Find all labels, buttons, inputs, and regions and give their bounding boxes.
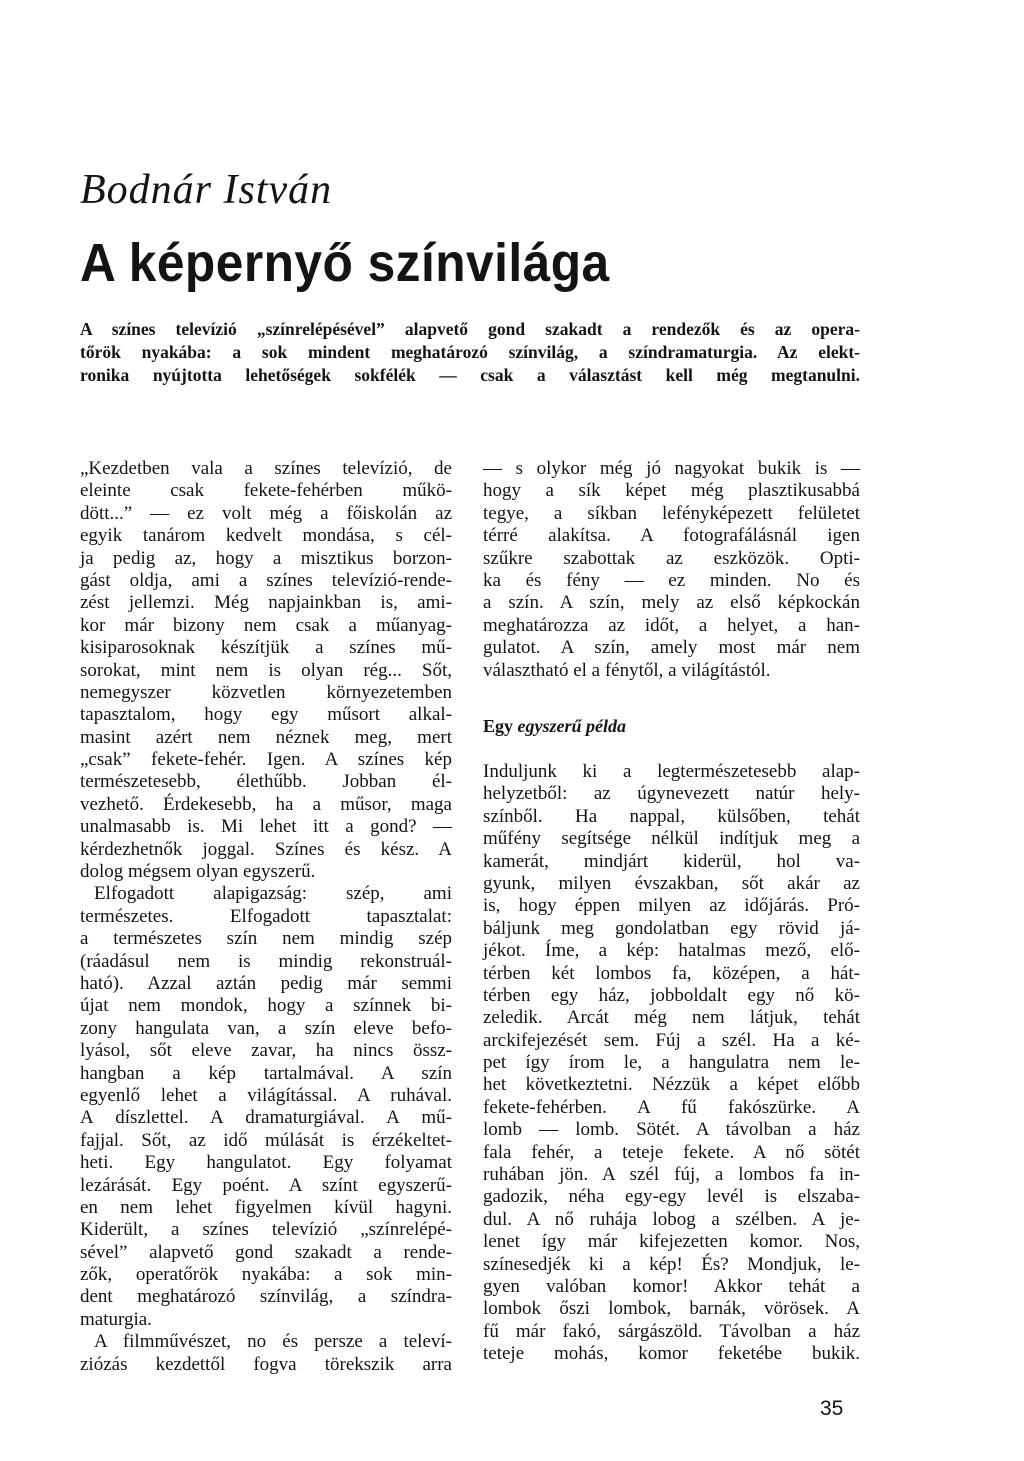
text-line: fajjal. Sőt, az idő múlását is érzékeltet- xyxy=(80,1129,452,1151)
text-line: (ráadásul nem is mindig rekonstruál- xyxy=(80,950,452,972)
text-line: gadozik, néha egy-egy levél is elszaba- xyxy=(483,1186,860,1208)
lead-paragraph xyxy=(80,318,860,387)
text-line: fekete-fehérben. A fű fakószürke. A xyxy=(483,1096,860,1118)
text-line: lyásol, sőt eleve zavar, ha nincs össz- xyxy=(80,1040,452,1062)
text-line: dolog mégsem olyan egyszerű. xyxy=(80,861,316,883)
page-number: 35 xyxy=(820,1397,844,1420)
text-line: tegye, a síkban lefényképezett felületet xyxy=(483,502,860,524)
text-line: zeledik. Arcát még nem látjuk, tehát xyxy=(483,1007,860,1029)
author-name: Bodnár István xyxy=(80,167,333,213)
text-line: egyenlő lehet a világítással. A ruhával. xyxy=(80,1084,452,1106)
text-line: térben egy ház, jobboldalt egy nő kö- xyxy=(483,984,860,1006)
text-line: ziózás kezdettől fogva törekszik arra xyxy=(80,1353,452,1375)
left-column xyxy=(80,458,452,1376)
text-line: maturgia. xyxy=(80,1308,152,1330)
lead-line: A színes televízió „színrelépésével” alapvető gond szakadt a rendezők és az opera- xyxy=(80,319,860,339)
text-line: dött...” — ez volt még a főiskolán az xyxy=(80,502,452,524)
text-line: fala fehér, a teteje fekete. A nő sötét xyxy=(483,1141,860,1163)
text-line: zést jellemzi. Még napjainkban is, ami- xyxy=(80,592,452,614)
text-line: en nem lehet figyelmen kívül hagyni. xyxy=(80,1196,452,1218)
text-line: masint azért nem néznek meg, mert xyxy=(80,726,452,748)
text-line: „Kezdetben vala a színes televízió, de xyxy=(80,458,452,479)
text-line: dul. A nő ruhája lobog a szélben. A je- xyxy=(483,1208,860,1230)
text-line: helyzetből: az úgynevezett natúr hely- xyxy=(483,783,860,805)
text-line: sorokat, mint nem is olyan rég... Sőt, xyxy=(80,659,452,681)
right-column-body xyxy=(483,761,860,1366)
text-line: újat nem mondok, hogy a színnek bi- xyxy=(80,995,452,1017)
text-line: eleinte csak fekete-fehérben műkö- xyxy=(80,480,452,502)
text-line: gyen valóban komor! Akkor tehát a xyxy=(483,1275,860,1297)
text-line: lombok őszi lombok, barnák, vörösek. A xyxy=(483,1298,860,1320)
text-line: hangban a kép tartalmával. A szín xyxy=(80,1062,452,1084)
text-line: unalmasabb is. Mi lehet itt a gond? — xyxy=(80,816,452,838)
text-line: gást oldja, ami a színes televízió-rende- xyxy=(80,569,452,591)
text-line: Induljunk ki a legtermészetesebb alap- xyxy=(483,761,860,782)
text-line: het következtetni. Nézzük a képet előbb xyxy=(483,1074,860,1096)
text-line: térré alakítsa. A fotografálásnál igen xyxy=(483,525,860,547)
text-line: ja pedig az, hogy a misztikus borzon- xyxy=(80,547,452,569)
text-line: választható el a fénytől, a világítástól. xyxy=(483,659,771,681)
text-line: szűkre szabottak az eszközök. Opti- xyxy=(483,547,860,569)
text-line: „csak” fekete-fehér. Igen. A színes kép xyxy=(80,749,452,771)
text-line: kamerát, mindjárt kiderül, hol va- xyxy=(483,850,860,872)
subheading-plain: Egy xyxy=(483,716,518,736)
text-line: kérdezhetnők joggal. Színes és kész. A xyxy=(80,838,452,860)
text-line: ka és fény — ez minden. No és xyxy=(483,569,860,591)
text-line: meghatározza az időt, a helyet, a han- xyxy=(483,614,860,636)
text-line: — s olykor még jó nagyokat bukik is — xyxy=(483,458,860,479)
section-subheading xyxy=(483,716,626,737)
text-line: arckifejezését sem. Fúj a szél. Ha a ké- xyxy=(483,1029,860,1051)
text-line: gulatot. A szín, amely most már nem xyxy=(483,637,860,659)
text-line: színből. Ha nappal, külsőben, tehát xyxy=(483,805,860,827)
text-line: pet így írom le, a hangulatra nem le- xyxy=(483,1052,860,1074)
article-title: A képernyő színvilága xyxy=(80,233,610,293)
text-line: lenet így már kifejezetten komor. Nos, xyxy=(483,1231,860,1253)
text-line: A díszlettel. A dramaturgiával. A mű- xyxy=(80,1107,452,1129)
text-line: természetesebb, élethűbb. Jobban él- xyxy=(80,771,452,793)
text-line: műfény segítsége nélkül indítjuk meg a xyxy=(483,828,860,850)
text-line: lezárását. Egy poént. A színt egyszerű- xyxy=(80,1174,452,1196)
text-line: kisiparosoknak készítjük a színes mű- xyxy=(80,637,452,659)
text-line: is, hogy éppen milyen az időjárás. Pró- xyxy=(483,895,860,917)
text-line: természetes. Elfogadott tapasztalat: xyxy=(80,905,452,927)
text-line: kor már bizony nem csak a műanyag- xyxy=(80,614,452,636)
text-line: lomb — lomb. Sötét. A távolban a ház xyxy=(483,1119,860,1141)
text-line: színesedjék ki a kép! És? Mondjuk, le- xyxy=(483,1253,860,1275)
text-line: A filmművészet, no és persze a televí- xyxy=(94,1331,452,1353)
text-line: zők, operatőrök nyakába: a sok min- xyxy=(80,1264,452,1286)
text-line: zony hangulata van, a szín eleve befo- xyxy=(80,1017,452,1039)
text-line: jékot. Íme, a kép: hatalmas mező, elő- xyxy=(483,940,860,962)
text-line: gyunk, milyen évszakban, sőt akár az xyxy=(483,872,860,894)
text-line: térben két lombos fa, középen, a hát- xyxy=(483,962,860,984)
text-line: egyik tanárom kedvelt mondása, s cél- xyxy=(80,525,452,547)
text-line: vezhető. Érdekesebb, ha a műsor, maga xyxy=(80,793,452,815)
text-line: ruhában jön. A szél fúj, a lombos fa in- xyxy=(483,1164,860,1186)
text-line: Kiderült, a színes televízió „színrelépé- xyxy=(80,1219,452,1241)
lead-line: ronika nyújtotta lehetőségek sokfélék — csak a választást kell még megtanulni. xyxy=(80,365,860,385)
text-line: ható). Azzal aztán pedig már semmi xyxy=(80,972,452,994)
text-line: nemegyszer közvetlen környezetemben xyxy=(80,681,452,703)
text-line: Elfogadott alapigazság: szép, ami xyxy=(94,883,452,905)
right-column-intro xyxy=(483,458,860,682)
text-line: teteje mohás, komor feketébe bukik. xyxy=(483,1343,860,1365)
text-line: sével” alapvető gond szakadt a rende- xyxy=(80,1241,452,1263)
text-line: heti. Egy hangulatot. Egy folyamat xyxy=(80,1152,452,1174)
text-line: hogy a sík képet még plasztikusabbá xyxy=(483,480,860,502)
text-line: báljunk meg gondolatban egy rövid já- xyxy=(483,917,860,939)
subheading-italic: egyszerű példa xyxy=(517,716,626,736)
text-line: fű már fakó, sárgászöld. Távolban a ház xyxy=(483,1320,860,1342)
text-line: dent meghatározó színvilág, a színdra- xyxy=(80,1286,452,1308)
text-line: tapasztalom, hogy egy műsort alkal- xyxy=(80,704,452,726)
text-line: a szín. A szín, mely az első képkockán xyxy=(483,592,860,614)
lead-line: tőrök nyakába: a sok mindent meghatározó színvilág, a színdramaturgia. Az elekt- xyxy=(80,342,860,362)
text-line: a természetes szín nem mindig szép xyxy=(80,928,452,950)
